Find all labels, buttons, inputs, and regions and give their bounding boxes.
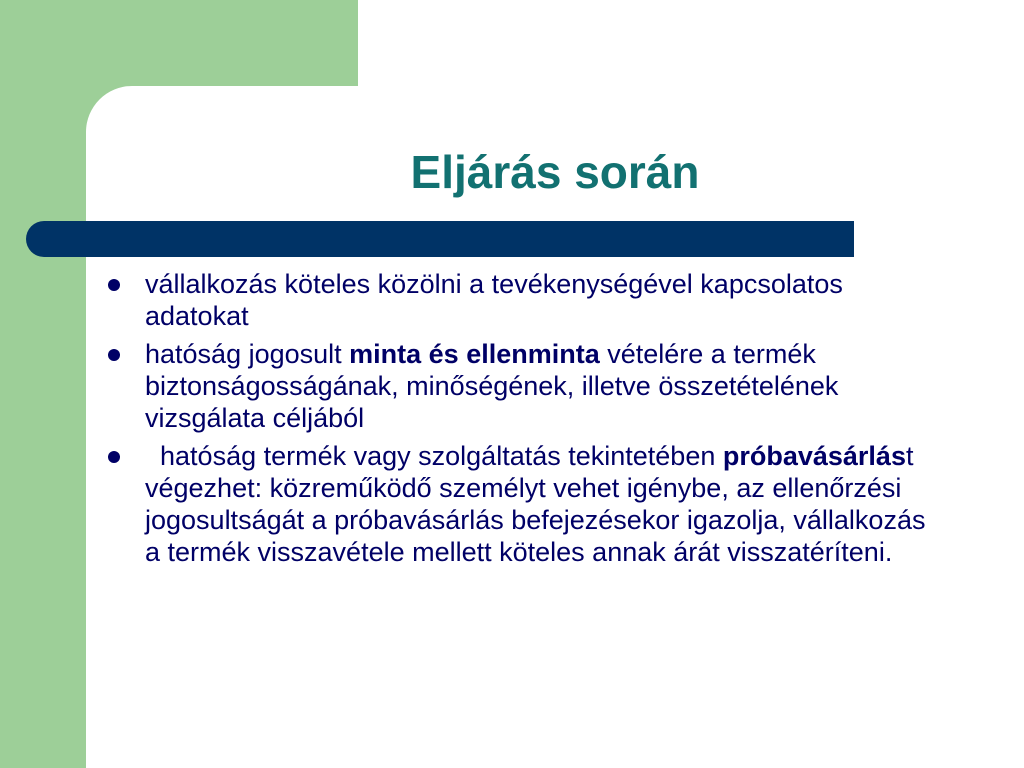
list-item [103,268,943,332]
bullet-text: hatóság jogosult [145,339,350,369]
list-item [103,338,943,434]
bullet-dot-icon [108,349,120,361]
list-item [103,440,943,568]
bullet-text: vállalkozás köteles közölni a tevékenységével kapcsolatos adatokat [145,269,843,331]
bullet-emphasis: minta és ellenminta [349,339,600,369]
title-divider-bar [26,221,854,257]
bullet-text: vételére a termék biztonságosságának, minőségének, illetve összetételének vizsgálata céljából [145,339,839,433]
bullet-text: hatóság termék vagy szolgáltatás tekintetében [145,441,723,471]
bullet-text: t végezhet: közreműködő személyt vehet igénybe, az ellenőrzési jogosultságát a próbavásárlás befejezésekor igazolja, vállalkozás a termék visszavétele mellett köteles annak árát visszatéríteni. [145,441,926,567]
bullet-dot-icon [108,279,120,291]
bullet-emphasis: próbavásárlás [722,441,906,471]
bullet-dot-icon [108,451,120,463]
bullet-list [103,268,943,574]
slide-title: Eljárás során [410,146,700,198]
